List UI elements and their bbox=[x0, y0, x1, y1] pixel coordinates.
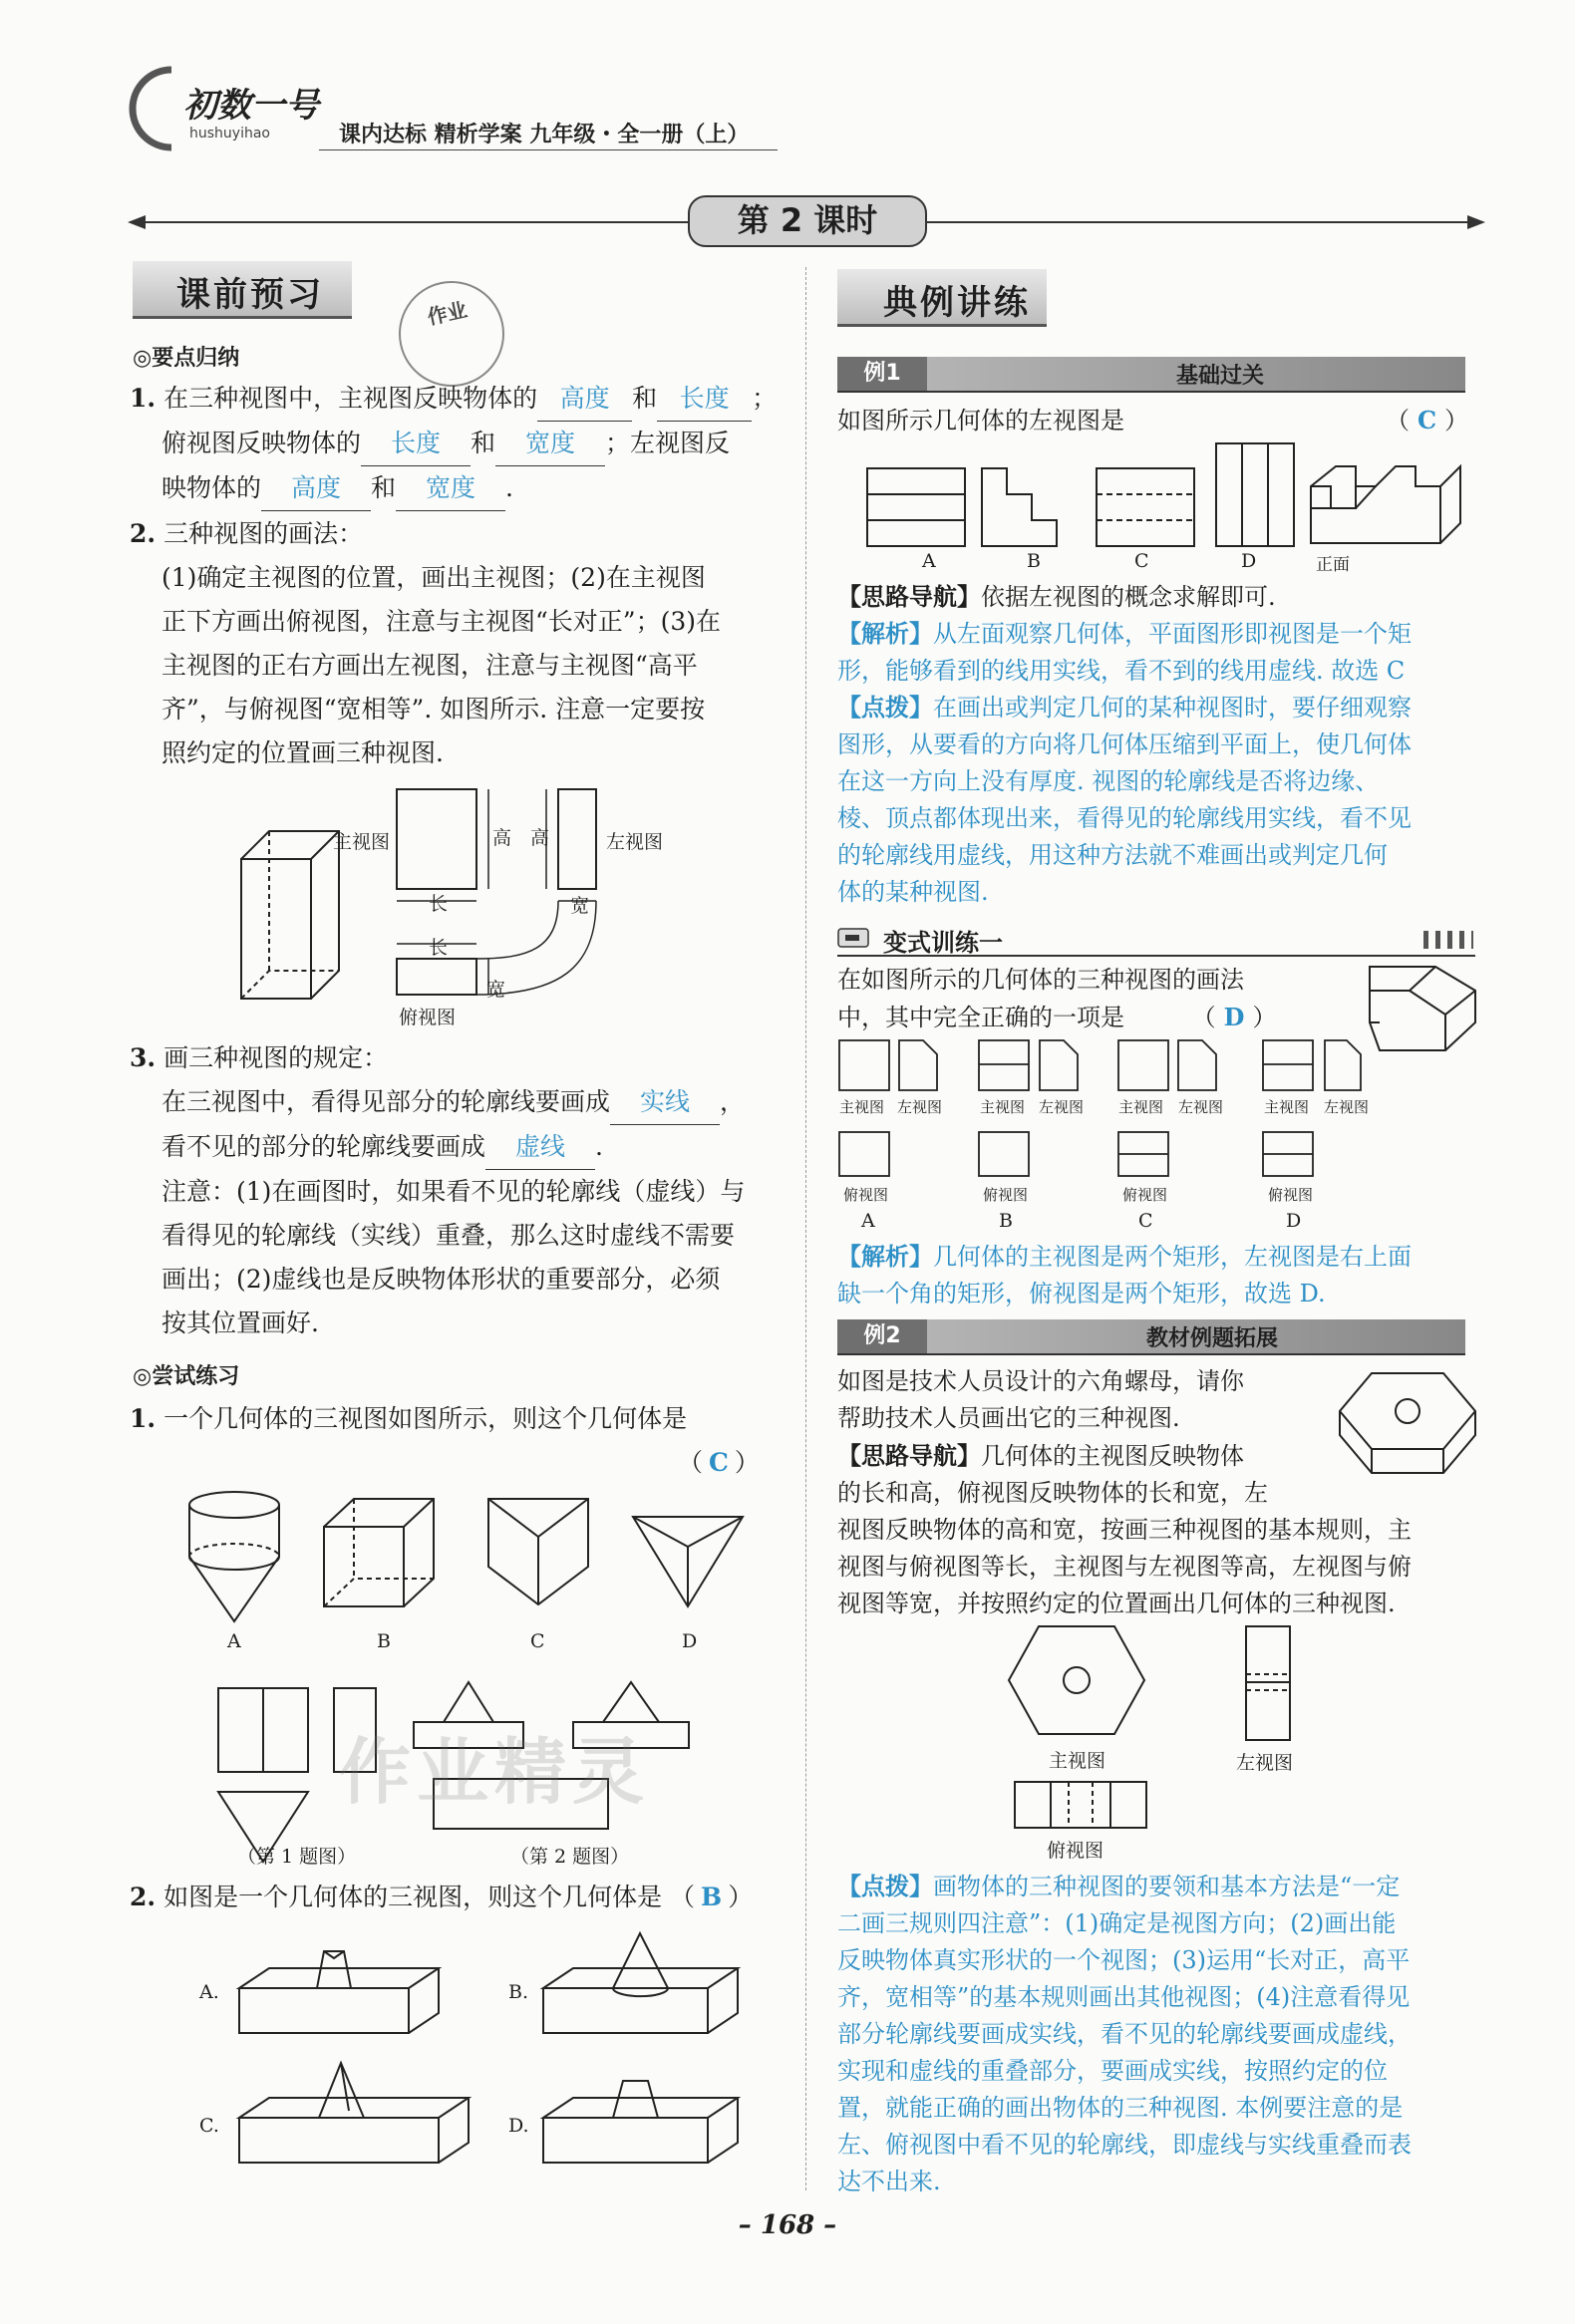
q2-options-figure bbox=[229, 1933, 748, 2173]
ex1-opt-d: D bbox=[1241, 550, 1257, 572]
ex2-tip-line: 左、俯视图中看不见的轮廓线，即虚线与实线重叠而表 bbox=[837, 2131, 1412, 2159]
variant-paren-open: （ bbox=[1191, 1004, 1216, 1031]
fig-length-label-2: 长 bbox=[429, 937, 449, 959]
variant-options-figure bbox=[837, 1038, 1396, 1208]
ex1-question: 如图所示几何体的左视图是 bbox=[837, 407, 1124, 435]
q2-opt-a: A. bbox=[199, 1981, 219, 2003]
variant-paren-close: ） bbox=[1252, 1004, 1277, 1031]
main-view-rect bbox=[397, 789, 476, 889]
ex2-question-line: 如图是技术人员设计的六角螺母，请你 bbox=[837, 1367, 1244, 1395]
kp3-l1b: ， bbox=[720, 1087, 746, 1116]
ex1-tip-line: 体的某种视图. bbox=[837, 878, 989, 906]
ex1-analysis bbox=[837, 615, 1475, 690]
kp2-line: (1)确定主视图的位置，画出主视图；(2)在主视图 bbox=[161, 563, 706, 592]
ex1-answer: C bbox=[1418, 406, 1437, 435]
ex2-tip-line: 齐，宽相等”的基本规则画出其他视图；(4)注意看得见 bbox=[837, 1983, 1411, 2011]
kp3-l1: 在三视图中，看得见部分的轮廓线要画成 bbox=[161, 1087, 611, 1116]
kp1-t1: 在三种视图中，主视图反映物体的 bbox=[163, 384, 538, 413]
paren-open: （ bbox=[1386, 407, 1410, 435]
q1-text bbox=[130, 1397, 778, 1441]
variant-question-line-1: 在如图所示的几何体的三种视图的画法 bbox=[837, 966, 1244, 994]
q1-fig-caption: （第 1 题图） bbox=[237, 1846, 357, 1868]
fig-height-label-1: 高 bbox=[492, 827, 512, 849]
fig-length-label-1: 长 bbox=[429, 893, 449, 915]
ex1-opt-c: C bbox=[1134, 550, 1149, 572]
ex1-opt-d-shape bbox=[1216, 443, 1294, 546]
header-rule bbox=[319, 149, 778, 150]
kp3-note: 按其位置画好. bbox=[161, 1308, 319, 1337]
ex2-tag: 例2 bbox=[837, 1319, 927, 1353]
key-points-label: ◎要点归纳 bbox=[133, 346, 240, 371]
q1-options-figure bbox=[179, 1487, 778, 1646]
column-divider bbox=[805, 267, 806, 2190]
rule-arrow-left-icon bbox=[128, 213, 148, 231]
ex2-think-line: 视图等宽，并按照约定的位置画出几何体的三种视图. bbox=[837, 1590, 1396, 1617]
q2-paren-open: （ bbox=[670, 1883, 696, 1911]
kp1-a3: 长度 bbox=[361, 422, 471, 466]
ex2-think-label: 【思路导航】 bbox=[837, 1441, 981, 1470]
var-opt-b: B bbox=[999, 1210, 1013, 1232]
var-b-top: 俯视图 bbox=[983, 1186, 1029, 1204]
ex2-main-label: 主视图 bbox=[1049, 1750, 1106, 1772]
kp3 bbox=[130, 1036, 778, 1345]
fig-top-view-label: 俯视图 bbox=[399, 1007, 457, 1028]
q1-answer-paren bbox=[678, 1441, 760, 1485]
cuboid-figure bbox=[241, 831, 339, 999]
ex2-think bbox=[837, 1437, 1475, 1622]
right-section-banner bbox=[837, 269, 1047, 327]
ex1-band-title: 基础过关 bbox=[1176, 364, 1265, 389]
fig-left-view-label: 左视图 bbox=[606, 831, 664, 853]
q2-opt-d: D. bbox=[508, 2115, 529, 2137]
kp1-a4: 宽度 bbox=[495, 422, 605, 466]
var-b-left: 左视图 bbox=[1039, 1098, 1085, 1116]
rule-arrow-right-icon bbox=[1465, 213, 1485, 231]
q2-paren-close: ） bbox=[728, 1883, 754, 1911]
q2-answer: B bbox=[701, 1883, 723, 1911]
option-a-cylinder-cone bbox=[189, 1492, 279, 1621]
ex1-think bbox=[837, 578, 1475, 616]
variant-title: 变式训练一 bbox=[883, 929, 1003, 957]
q1-opt-a: A bbox=[227, 1630, 241, 1652]
ex1-opt-a: A bbox=[922, 550, 936, 572]
ex1-front-label: 正面 bbox=[1316, 555, 1350, 575]
ex2-three-views-figure bbox=[1007, 1622, 1326, 1842]
left-section-banner bbox=[133, 261, 352, 319]
ex2-tip bbox=[837, 1868, 1475, 2200]
fig-width-label-2: 宽 bbox=[486, 979, 506, 1001]
variant-answer: D bbox=[1223, 1003, 1245, 1031]
kp1-a5: 高度 bbox=[261, 466, 371, 511]
ex1-tip bbox=[837, 689, 1475, 911]
option-b-cube bbox=[324, 1499, 434, 1606]
kp1-a2: 长度 bbox=[657, 377, 752, 422]
q1-opt-b: B bbox=[377, 1630, 391, 1652]
paren-close: ） bbox=[734, 1448, 760, 1477]
ex1-think-label: 【思路导航】 bbox=[837, 582, 981, 611]
ex2-main-view-hex bbox=[1009, 1626, 1144, 1734]
var-d-main: 主视图 bbox=[1264, 1098, 1310, 1116]
kp1-t4: 俯视图反映物体的 bbox=[161, 429, 362, 457]
kp1-t7: 映物体的 bbox=[161, 473, 262, 502]
kp1-a6: 宽度 bbox=[396, 466, 505, 511]
ex1-opt-b: B bbox=[1027, 550, 1041, 572]
option-d-pyramid bbox=[633, 1517, 743, 1606]
kp3-note: 看得见的轮廓线（实线）重叠，那么这时虚线不需要 bbox=[161, 1221, 736, 1250]
ex1-tip-line: 在这一方向上没有厚度. 视图的轮廓线是否将边缘、 bbox=[837, 767, 1380, 795]
ex2-top-view bbox=[1015, 1782, 1146, 1828]
ex1-tip-line: 图形，从要看的方向将几何体压缩到平面上，使几何体 bbox=[837, 730, 1412, 758]
ex2-band bbox=[837, 1319, 1465, 1355]
ex2-tip-line: 画物体的三种视图的要领和基本方法是“一定 bbox=[933, 1873, 1401, 1900]
kp1-t5: 和 bbox=[471, 429, 496, 457]
top-view-rect bbox=[397, 959, 476, 995]
fig-height-label-2: 高 bbox=[530, 827, 550, 849]
variant-analysis bbox=[837, 1238, 1475, 1312]
variant-analysis-line: 几何体的主视图是两个矩形，左视图是右上面 bbox=[933, 1243, 1412, 1271]
paren-close: ） bbox=[1444, 407, 1469, 435]
ex1-stair-solid bbox=[1311, 466, 1460, 543]
try-label: ◎尝试练习 bbox=[133, 1364, 240, 1389]
var-b-main: 主视图 bbox=[980, 1098, 1026, 1116]
kp2-line: 正下方画出俯视图，注意与主视图“长对正”；(3)在 bbox=[161, 607, 721, 636]
ex1-analysis-label: 【解析】 bbox=[837, 619, 933, 648]
variant-tag-icon bbox=[837, 927, 871, 949]
ex2-tip-line: 二画三规则四注意”：(1)确定是视图方向；(2)画出能 bbox=[837, 1909, 1397, 1937]
kp1 bbox=[130, 377, 778, 511]
left-section-title: 课前预习 bbox=[176, 275, 324, 315]
kp1-a1: 高度 bbox=[537, 377, 632, 422]
paren-open: （ bbox=[678, 1448, 704, 1477]
kp3-note: 注意：(1)在画图时，如果看不见的轮廓线（虚线）与 bbox=[161, 1177, 746, 1206]
option-d-frustum-on-slab bbox=[543, 2081, 738, 2163]
brand-pinyin: hushuyihao bbox=[189, 126, 270, 142]
var-opt-c: C bbox=[1138, 1210, 1153, 1232]
option-c-pyramid-on-slab bbox=[239, 2063, 469, 2163]
ex1-tip-label: 【点拨】 bbox=[837, 693, 933, 722]
variant-question-stem: 中，其中完全正确的一项是 bbox=[837, 1004, 1124, 1031]
kp1-t6: ；左视图反 bbox=[605, 429, 731, 457]
ex2-question-line: 帮助技术人员画出它的三种视图. bbox=[837, 1404, 1180, 1432]
kp3-a1: 实线 bbox=[610, 1080, 720, 1125]
var-d-left: 左视图 bbox=[1324, 1098, 1370, 1116]
q1-stem: 一个几何体的三视图如图所示，则这个几何体是 bbox=[163, 1404, 688, 1433]
ex1-options-figure bbox=[857, 438, 1475, 568]
ex1-tag: 例1 bbox=[837, 357, 927, 391]
ex1-band bbox=[837, 357, 1465, 393]
var-c-top: 俯视图 bbox=[1122, 1186, 1168, 1204]
var-d-top: 俯视图 bbox=[1268, 1186, 1314, 1204]
kp2 bbox=[130, 512, 778, 775]
ex2-think-line: 视图反映物体的高和宽，按画三种视图的基本规则，主 bbox=[837, 1516, 1412, 1544]
var-a-left: 左视图 bbox=[897, 1098, 943, 1116]
q1-opt-c: C bbox=[530, 1630, 545, 1652]
ex2-tip-line: 部分轮廓线要画成实线，看不见的轮廓线要画成虚线， bbox=[837, 2020, 1412, 2048]
q1-opt-d: D bbox=[682, 1630, 698, 1652]
q2-fig-caption: （第 2 题图） bbox=[510, 1846, 630, 1868]
ex1-opt-c-shape bbox=[1097, 468, 1194, 546]
kp1-t3: ； bbox=[752, 384, 778, 413]
ex1-tip-line: 在画出或判定几何的某种视图时，要仔细观察 bbox=[933, 694, 1412, 722]
kp2-title: 三种视图的画法： bbox=[163, 519, 364, 548]
header-subtitle: 课内达标 精析学案 九年级・全一册（上） bbox=[339, 123, 750, 147]
variant-bars-icon bbox=[1423, 931, 1473, 949]
left-view-rect bbox=[558, 789, 596, 889]
kp3-num: 3. bbox=[130, 1043, 157, 1072]
kp2-num: 2. bbox=[130, 519, 157, 548]
ex2-tip-line: 实现和虚线的重叠部分，要画成实线，按照约定的位 bbox=[837, 2057, 1388, 2085]
q2-num: 2. bbox=[130, 1883, 157, 1911]
variant-analysis-line: 缺一个角的矩形，俯视图是两个矩形，故选 D. bbox=[837, 1280, 1326, 1307]
homework-stamp: 作业 bbox=[389, 271, 514, 397]
ex2-left-view bbox=[1246, 1626, 1290, 1740]
var-a-top: 俯视图 bbox=[843, 1186, 889, 1204]
ex2-left-label: 左视图 bbox=[1236, 1752, 1294, 1774]
kp2-line: 主视图的正右方画出左视图，注意与主视图“高平 bbox=[161, 651, 698, 680]
ex2-think-line: 的长和高，俯视图反映物体的长和宽，左 bbox=[837, 1479, 1268, 1507]
lesson-title: 第 2 课时 bbox=[688, 195, 927, 247]
option-a-frustum-on-slab bbox=[239, 1951, 439, 2033]
var-a-main: 主视图 bbox=[839, 1098, 885, 1116]
q2-opt-b: B. bbox=[508, 1981, 529, 2003]
ex1-opt-a-shape bbox=[867, 468, 965, 546]
var-c-left: 左视图 bbox=[1178, 1098, 1224, 1116]
right-section-title: 典例讲练 bbox=[883, 283, 1031, 323]
three-view-diagram bbox=[229, 779, 698, 1038]
kp3-l2b: . bbox=[595, 1132, 603, 1161]
ex1-tip-line: 棱、顶点都体现出来，看得见的轮廓线用实线，看不见 bbox=[837, 804, 1412, 832]
ex1-answer-paren bbox=[1386, 401, 1468, 440]
q2-opt-c: C. bbox=[199, 2115, 219, 2137]
ex2-question bbox=[837, 1363, 1356, 1437]
kp3-a2: 虚线 bbox=[485, 1125, 595, 1170]
kp1-t8: 和 bbox=[371, 473, 397, 502]
ex1-tip-line: 的轮廓线用虚线，用这种方法就不难画出或判定几何 bbox=[837, 841, 1388, 869]
q1-num: 1. bbox=[130, 1404, 157, 1433]
var-opt-a: A bbox=[861, 1210, 875, 1232]
q2-text bbox=[130, 1876, 788, 1919]
option-c-prism bbox=[488, 1499, 588, 1604]
variant-question-line-2 bbox=[837, 999, 1276, 1036]
q2-stem: 如图是一个几何体的三视图，则这个几何体是 bbox=[163, 1883, 663, 1911]
fig-width-label-1: 宽 bbox=[570, 895, 590, 917]
ex2-tip-line: 反映物体真实形状的一个视图；(3)运用“长对正，高平 bbox=[837, 1946, 1411, 1974]
kp3-note: 画出；(2)虚线也是反映物体形状的重要部分，必须 bbox=[161, 1265, 721, 1294]
ex2-band-title: 教材例题拓展 bbox=[1146, 1326, 1279, 1351]
ex2-top-label: 俯视图 bbox=[1047, 1840, 1104, 1862]
ex1-think-text: 依据左视图的概念求解即可. bbox=[981, 583, 1276, 611]
ex2-tip-line: 达不出来. bbox=[837, 2168, 941, 2195]
kp3-l2: 看不见的部分的轮廓线要画成 bbox=[161, 1132, 486, 1161]
page-number: – 168 – bbox=[738, 2210, 837, 2240]
ex2-think-line: 视图与俯视图等长，主视图与左视图等高，左视图与俯 bbox=[837, 1553, 1412, 1581]
brand-name: 初数一号 bbox=[183, 86, 319, 126]
variant-header bbox=[837, 921, 1475, 957]
ex1-analysis-line: 形，能够看到的线用实线，看不到的线用虚线. 故选 C bbox=[837, 657, 1406, 685]
kp1-num: 1. bbox=[130, 384, 157, 413]
ex1-opt-b-shape bbox=[982, 468, 1057, 546]
option-b-cone-on-slab bbox=[543, 1933, 738, 2033]
var-c-main: 主视图 bbox=[1118, 1098, 1164, 1116]
kp2-line: 照约定的位置画三种视图. bbox=[161, 738, 444, 767]
kp2-line: 齐”，与俯视图“宽相等”. 如图所示. 注意一定要按 bbox=[161, 695, 706, 724]
kp1-t2: 和 bbox=[632, 384, 658, 413]
kp3-title: 画三种视图的规定： bbox=[163, 1043, 389, 1072]
fig-main-view-label: 主视图 bbox=[333, 831, 391, 853]
ex2-tip-label: 【点拨】 bbox=[837, 1872, 933, 1900]
kp1-t9: . bbox=[505, 473, 513, 502]
brand-logo bbox=[132, 62, 341, 156]
ex2-tip-line: 置，就能正确的画出物体的三种视图. 本例要注意的是 bbox=[837, 2094, 1404, 2122]
variant-analysis-label: 【解析】 bbox=[837, 1242, 933, 1271]
watermark: 作业精灵 bbox=[339, 1729, 651, 1814]
ex2-think-line: 几何体的主视图反映物体 bbox=[981, 1442, 1244, 1470]
ex1-analysis-line: 从左面观察几何体，平面图形即视图是一个矩 bbox=[933, 620, 1412, 648]
var-opt-d: D bbox=[1286, 1210, 1302, 1232]
q1-answer: C bbox=[709, 1448, 729, 1477]
